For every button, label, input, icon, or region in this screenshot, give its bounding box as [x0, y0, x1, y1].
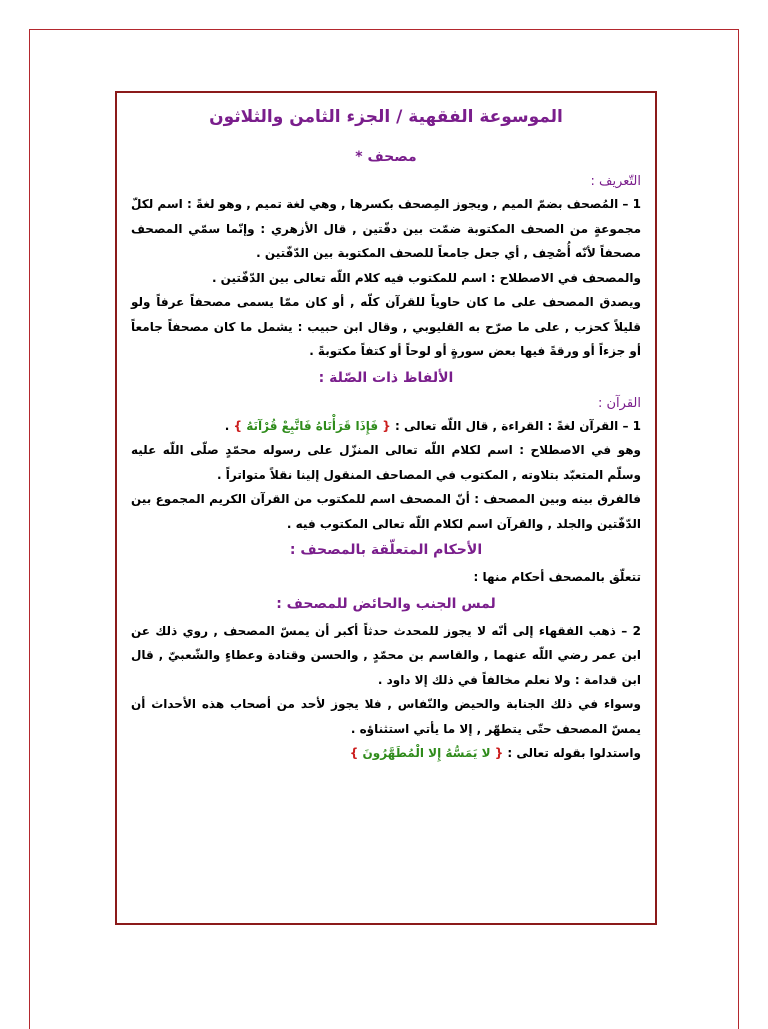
quran-paragraph: [131, 414, 641, 439]
section-heading-definition: التّعريف :: [590, 174, 641, 189]
document-subtitle: مصحف *: [355, 149, 417, 165]
paragraph: وسواء في ذلك الجنابة والحيض والنّفاس , فلا يجوز لأحد من أصحاب هذه الأحداث أن يمسّ المصحف حتّى يتطهّر , إلا ما يأتي استثناؤه .: [131, 697, 641, 736]
quran-verse: لا يَمَسُّهُ إِلا الْمُطَهَّرُونَ: [362, 746, 491, 760]
quran-verse: فَإِذَا قَرَأْنَاهُ فَاتَّبِعْ قُرْآنَهُ: [246, 418, 379, 433]
close-brace: }: [233, 418, 247, 433]
section-heading-touching: لمس الجنب والحائض للمصحف :: [276, 595, 496, 612]
paragraph-text: .: [224, 418, 234, 433]
paragraph: تتعلّق بالمصحف أحكام منها :: [473, 570, 641, 584]
paragraph: فالفرق بينه وبين المصحف : أنّ المصحف اسم للمكتوب من القرآن الكريم المجموع بين الدّفّتين والجلد , والقرآن اسم لكلام اللّه تعالى المكتوب فيه .: [131, 492, 641, 531]
paragraph: ويصدق المصحف على ما كان حاوياً للقرآن كلّه , أو كان ممّا يسمى مصحفاً عرفاً ولو قليلاً كحزب , على ما صرّح به القليوبي , وقال ابن حبيب : يشمل ما كان مصحفاً جامعاً أو جزءاً أو ورقةً فيها بعض سورةٍ أو لوحاً أو كتفاً مكتوبةً .: [131, 295, 641, 358]
document-title: الموسوعة الفقهية / الجزء الثامن والثلاثون: [209, 107, 563, 127]
section-heading-related-terms: الألفاظ ذات الصّلة :: [318, 369, 454, 386]
open-brace: {: [378, 418, 391, 433]
close-brace: }: [349, 746, 363, 760]
quran-paragraph: [131, 741, 641, 766]
section-heading-rulings: الأحكام المتعلّقة بالمصحف :: [289, 542, 483, 558]
paragraph: 2 – ذهب الفقهاء إلى أنّه لا يجوز للمحدث حدثاً أكبر أن يمسّ المصحف , روي ذلك عن ابن عمر رضي اللّه عنهما , والقاسم بن محمّدٍ , والحسن وقتادة وعطاءٍ والشّعبيّ , قال ابن قدامة : ولا نعلم مخالفاً في ذلك إلا داود .: [131, 623, 641, 687]
open-brace: {: [490, 746, 504, 760]
paragraph-text: واستدلوا بقوله تعالى :: [503, 746, 641, 760]
document-content: [115, 91, 657, 925]
paragraph: والمصحف في الاصطلاح : اسم للمكتوب فيه كلام اللّه تعالى بين الدّفّتين .: [211, 270, 641, 285]
paragraph: 1 – المُصحف بضمّ الميم , ويجوز المِصحف بكسرها , وهي لغة تميم , وهو لغةً : اسم لكلّ مجموعةٍ من الصحف المكتوبة ضمّت بين دفّتين , قال الأزهري : وإنّما سمّي المصحف مصحفاً لأنّه أُصْحِف , أي جعل جامعاً للصحف المكتوبة بين الدّفّتين .: [131, 197, 641, 260]
paragraph: وهو في الاصطلاح : اسم لكلام اللّه تعالى المنزّل على رسوله محمّدٍ صلّى اللّه عليه وسلّم المتعبّد بتلاوته , المكتوب في المصاحف المنقول إلينا نقلاً متواتراً .: [131, 443, 641, 482]
paragraph-text: 1 – القرآن لغةً : القراءة , قال اللّه تعالى :: [390, 418, 641, 433]
section-heading-quran: القرآن :: [598, 395, 641, 411]
